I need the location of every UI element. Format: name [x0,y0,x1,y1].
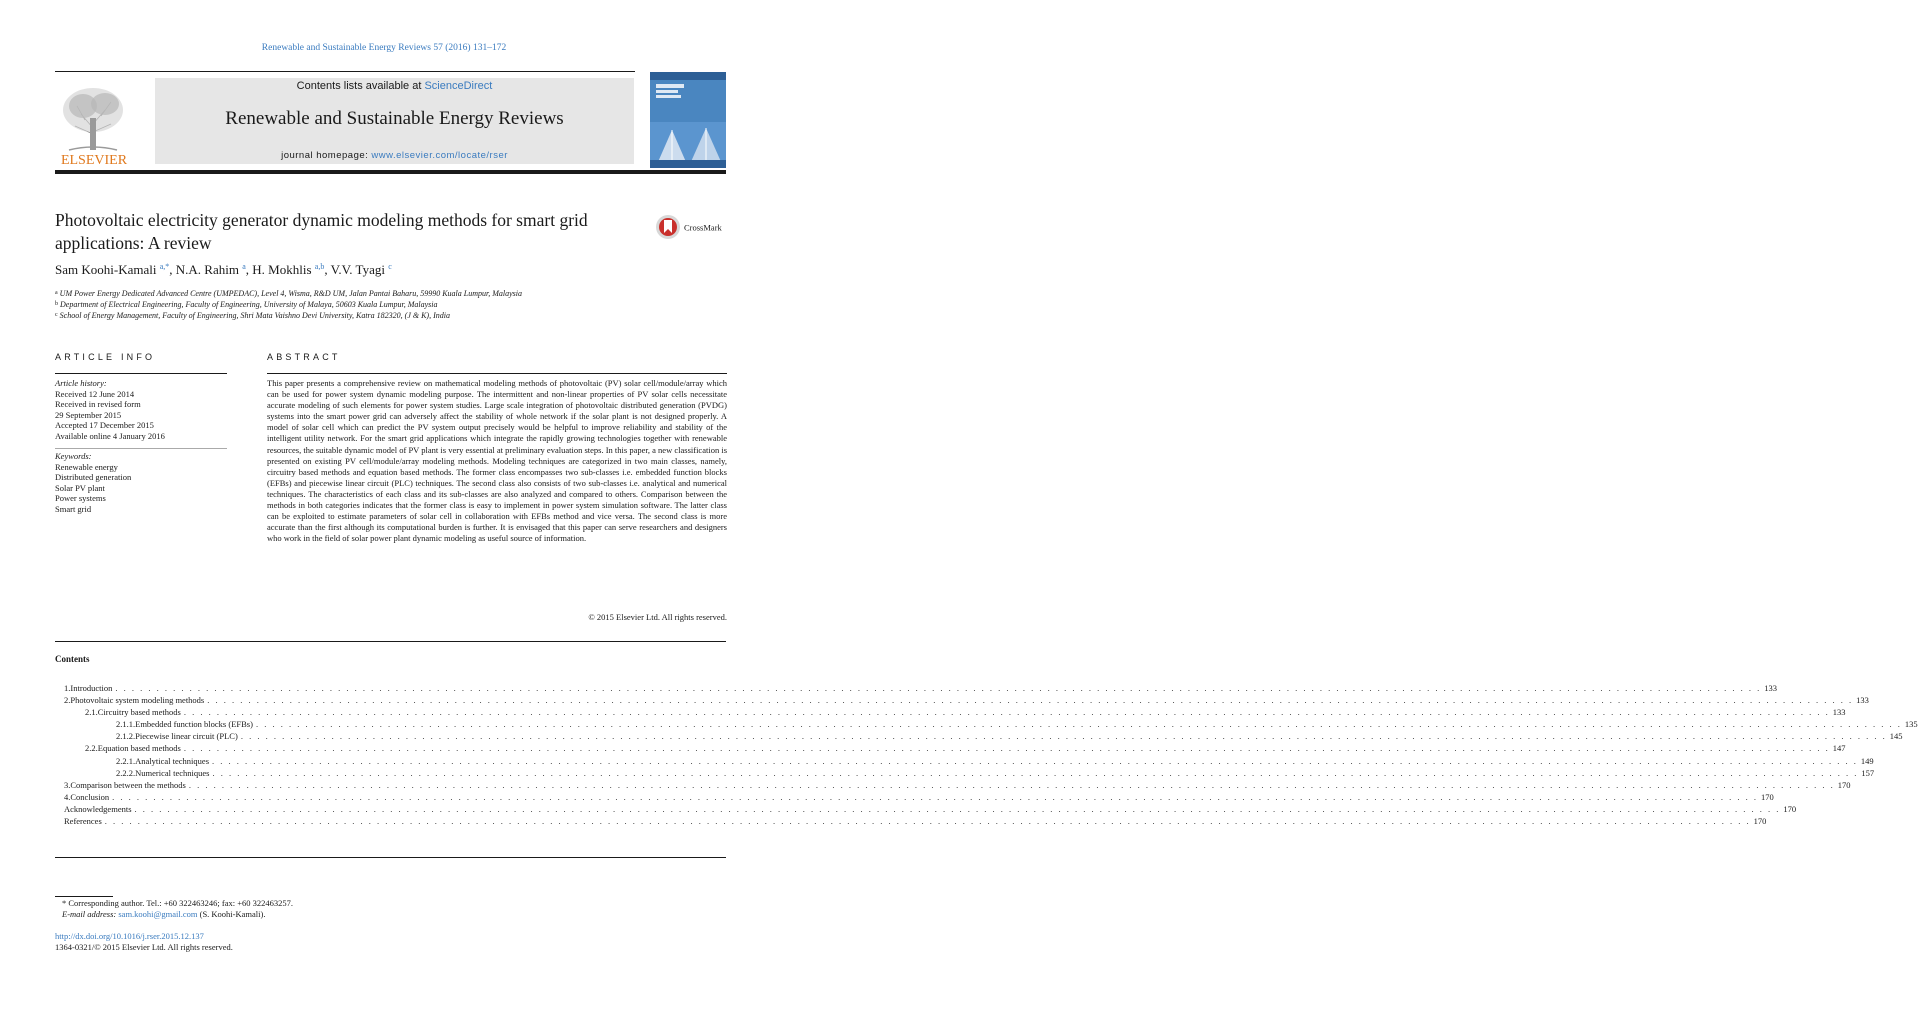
toc-entry[interactable] [64,707,1846,719]
toc-leader-dots: . . . . . . . . . . . . . . . . . . . . . . . . . . . . . . . . . . . . . . . . . . . . . . . . . . . . . . . . . . . . . . . . . . . . . . . . . . . . . . . . . . . . . . . . . . . . . . . . . . . . . . . . . . . . . . . . . . . . . . . . . . . . . . . . . . . . . . . . . . . . . . . . . . . . . . . . . . . . . . . . . . . . . . . . . . . . . . . . . . . . . . . . . . . . . . . . . . . . . . . . [207,695,1854,706]
toc-entry-page: 147 [1832,743,1846,754]
affiliation [55,288,725,299]
toc-entry-label[interactable]: Conclusion [70,791,110,802]
header-bottom-rule [55,170,726,174]
toc-entry-label[interactable]: Piecewise linear circuit (PLC) [135,731,238,742]
toc-leader-dots: . . . . . . . . . . . . . . . . . . . . . . . . . . . . . . . . . . . . . . . . . . . . . . . . . . . . . . . . . . . . . . . . . . . . . . . . . . . . . . . . . . . . . . . . . . . . . . . . . . . . . . . . . . . . . . . . . . . . . . . . . . . . . . . . . . . . . . . . . . . . . . . . . . . . . . . . . . . . . . . . . . . . . . . . . . . . . . . . . . . . . . . . . . . . . . . . . . . . . . . . [104,816,1751,827]
journal-cover-image [650,72,726,168]
keywords-rule [55,448,227,449]
email-link[interactable]: sam.koohi@gmail.com [118,909,198,919]
toc-entry-number: 2.1.2. [116,731,136,742]
doi-block [55,931,233,953]
email-suffix: (S. Koohi-Kamali). [197,909,266,919]
toc-leader-dots: . . . . . . . . . . . . . . . . . . . . . . . . . . . . . . . . . . . . . . . . . . . . . . . . . . . . . . . . . . . . . . . . . . . . . . . . . . . . . . . . . . . . . . . . . . . . . . . . . . . . . . . . . . . . . . . . . . . . . . . . . . . . . . . . . . . . . . . . . . . . . . . . . . . . . . . . . . . . . . . . . . . . . . . . . . . . . . . . . . . . . . . . . . . . . . . . . . . . . . . . [212,767,1859,778]
journal-homepage [155,150,634,161]
affiliation [55,299,725,310]
toc-entry-page: 170 [1753,816,1767,827]
toc-entry-number: 2.1.1. [116,719,136,730]
author-name: H. Mokhlis [252,262,312,277]
contents-bottom-rule [55,857,726,858]
toc-entry-page: 133 [1856,695,1869,706]
email-label: E-mail address: [62,909,119,919]
author-list: Sam Koohi-Kamali $^{a,*}$, N.A. Rahim $^a$, H. Mokhlis $^{a,b}$, V.V. Tyagi $^c$ [55,262,392,277]
toc-entry-page: 170 [1837,779,1851,790]
toc-entry[interactable] [64,791,1774,804]
toc-entry-number: 2.2.1. [116,755,136,766]
abstract-rule [267,373,727,374]
toc-entry[interactable] [64,767,1875,780]
affiliation-mark: c [55,312,58,318]
toc-leader-dots: . . . . . . . . . . . . . . . . . . . . . . . . . . . . . . . . . . . . . . . . . . . . . . . . . . . . . . . . . . . . . . . . . . . . . . . . . . . . . . . . . . . . . . . . . . . . . . . . . . . . . . . . . . . . . . . . . . . . . . . . . . . . . . . . . . . . . . . . . . . . . . . . . . . . . . . . . . . . . . . . . . . . . . . . . . . . . . . . . . . . . . . . . . . . . . . . . . . . . . . . [183,707,1830,718]
keyword: Power systems [55,493,106,504]
toc-entry[interactable] [64,719,1918,731]
toc-entry-page: 133 [1764,683,1778,693]
toc-entry-page: 157 [1861,767,1875,778]
toc-leader-dots: . . . . . . . . . . . . . . . . . . . . . . . . . . . . . . . . . . . . . . . . . . . . . . . . . . . . . . . . . . . . . . . . . . . . . . . . . . . . . . . . . . . . . . . . . . . . . . . . . . . . . . . . . . . . . . . . . . . . . . . . . . . . . . . . . . . . . . . . . . . . . . . . . . . . . . . . . . . . . . . . . . . . . . . . . . . . . . . . . . . . . . . . . . . . . . . . . . . . . . . . [112,791,1758,802]
toc-leader-dots: . . . . . . . . . . . . . . . . . . . . . . . . . . . . . . . . . . . . . . . . . . . . . . . . . . . . . . . . . . . . . . . . . . . . . . . . . . . . . . . . . . . . . . . . . . . . . . . . . . . . . . . . . . . . . . . . . . . . . . . . . . . . . . . . . . . . . . . . . . . . . . . . . . . . . . . . . . . . . . . . . . . . . . . . . . . . . . . . . . . . . . . . . . . . . . . . . . . . . . . . [115,683,1762,693]
affiliation-text: Department of Electrical Engineering, Faculty of Engineering, University of Malaya, 50603 Kuala Lumpur, Malaysia [60,300,438,309]
toc-entry[interactable] [64,816,1767,828]
toc-entry-number: 2.1. [85,707,98,718]
toc-entry[interactable] [64,683,1778,695]
contents-heading: Contents [55,654,90,664]
toc-entry[interactable] [64,755,1874,768]
abstract-text: This paper presents a comprehensive review on mathematical modeling methods of photovoltaic (PV) solar cell/module/array which can be used for power system dynamic modeling purpose. The intermittent and non-linear properties of PV solar cells necessitate accurate modeling of such elements for power system studies. Large scale integration of photovoltaic distributed generation (PVDG) systems into the smart power grid can adversely affect the stability of whole network if the solar plant is not designed properly. A model of solar cell which can predict the PV system output precisely would be helpful to improve reliability and stability of the intelligent utility network. For the smart grid applications which integrate the rapidly growing technologies together with renewable resources, the suitable dynamic model of PV plant is very essential at preliminary evaluation steps. In this paper, a new classification is presented on existing PV cell/module/array modeling methods. Modeling techniques are categorized in two main classes, namely, circuitry based methods and equation based methods. The former class encompasses two sub-classes i.e. embedded function blocks (EFBs) and piecewise linear circuit (PLC) techniques. The second class also consists of two sub-classes i.e. analytical and numerical techniques. The characteristics of each class and its sub-classes are also analyzed and compared to others. Comparison between the methods in both categories indicates that the former class is easy to implement in power system simulation software. The latter class can be exploited to estimate parameters of solar cell in collaboration with EFBs method and vice versa. The second class is more accurate than the first although its computational burden is further. It is envisaged that this paper can serve researchers and designers who work in the field of solar power plant dynamic modeling as useful source of information. [267,378,727,544]
keywords [55,451,227,515]
author-name: N.A. Rahim [175,262,239,277]
article-history [55,378,227,441]
toc-entry[interactable] [64,731,1903,743]
toc-entry-number: 2.2.2. [116,767,136,778]
keyword: Renewable energy [55,461,118,472]
article-title: Photovoltaic electricity generator dynamic modeling methods for smart grid applications: A review [55,210,588,253]
toc-entry-page: 133 [1832,707,1846,718]
sciencedirect-link[interactable]: ScienceDirect [424,80,493,92]
homepage-link[interactable]: www.elsevier.com/locate/rser [371,150,508,161]
author-affiliation-mark[interactable]: a,b [314,262,325,271]
history-entry: Available online 4 January 2016 [55,430,165,441]
toc-entry-page: 149 [1860,755,1874,766]
corresponding-author-note: * Corresponding author. Tel.: +60 322463246; fax: +60 322463257. [62,898,293,908]
author-affiliation-mark[interactable]: a,* [159,262,170,271]
toc-entry-number: 1. [64,683,71,693]
toc-entry-label[interactable]: Circuitry based methods [97,707,181,718]
toc-entry-label[interactable]: Comparison between the methods [70,779,186,790]
toc-entry[interactable] [64,695,1869,707]
history-entry: Accepted 17 December 2015 [55,420,154,430]
toc-entry-page: 135 [1904,719,1918,730]
footnote-rule [55,896,113,897]
contents-availability [155,80,634,92]
elsevier-wordmark: ELSEVIER [60,153,128,168]
toc-entry-number: 2.2. [85,743,98,754]
toc-entry[interactable] [64,743,1846,755]
crossmark-badge[interactable] [655,212,729,242]
history-entry: Received in revised form [55,399,141,409]
toc-entry-page: 170 [1760,791,1774,802]
toc-entry-label[interactable]: Embedded function blocks (EFBs) [135,719,253,730]
crossmark-label: CrossMark [684,222,722,233]
toc-entry-label[interactable]: Acknowledgements [64,803,132,814]
history-entry: Received 12 June 2014 [55,388,135,399]
author-affiliation-mark[interactable]: c [388,262,392,271]
toc-entry-number: 2. [64,695,71,706]
table-of-contents [64,683,1918,828]
abstract-heading: ABSTRACT [267,352,341,362]
contents-top-rule [55,641,726,642]
history-label: Article history: [55,378,107,388]
toc-entry-label[interactable]: Numerical techniques [135,767,210,778]
article-info-rule [55,373,227,374]
journal-title: Renewable and Sustainable Energy Reviews [225,108,564,129]
toc-entry-page: 145 [1889,731,1903,742]
toc-entry-label[interactable]: References [64,816,102,827]
toc-entry-number: 3. [64,779,71,790]
keyword: Distributed generation [55,472,132,483]
toc-entry-number: 4. [64,791,71,802]
toc-leader-dots: . . . . . . . . . . . . . . . . . . . . . . . . . . . . . . . . . . . . . . . . . . . . . . . . . . . . . . . . . . . . . . . . . . . . . . . . . . . . . . . . . . . . . . . . . . . . . . . . . . . . . . . . . . . . . . . . . . . . . . . . . . . . . . . . . . . . . . . . . . . . . . . . . . . . . . . . . . . . . . . . . . . . . . . . . . . . . . . . . . . . . . . . . . . . . . . . . . . . . . . . [188,779,1835,790]
toc-leader-dots: . . . . . . . . . . . . . . . . . . . . . . . . . . . . . . . . . . . . . . . . . . . . . . . . . . . . . . . . . . . . . . . . . . . . . . . . . . . . . . . . . . . . . . . . . . . . . . . . . . . . . . . . . . . . . . . . . . . . . . . . . . . . . . . . . . . . . . . . . . . . . . . . . . . . . . . . . . . . . . . . . . . . . . . . . . . . . . . . . . . . . . . . . . . . . . . . . . . . . . . . [134,803,1781,814]
contents-prefix: Contents lists available at [296,80,425,92]
article-info-heading: ARTICLE INFO [55,352,156,362]
toc-entry-label[interactable]: Photovoltaic system modeling methods [70,695,205,706]
history-entry: 29 September 2015 [55,409,122,420]
affiliation-text: UM Power Energy Dedicated Advanced Centre (UMPEDAC), Level 4, Wisma, R&D UM, Jalan Pantai Baharu, 59990 Kuala Lumpur, Malaysia [59,289,522,298]
elsevier-logo [55,78,133,166]
author-name: V.V. Tyagi [330,262,385,277]
affiliations [55,288,725,321]
toc-entry[interactable] [64,803,1797,816]
homepage-prefix: journal homepage: [281,150,372,161]
header-top-rule [55,71,635,72]
author-name: Sam Koohi-Kamali [55,262,157,277]
keywords-label: Keywords: [55,451,92,461]
author-affiliation-mark[interactable]: a [242,262,246,271]
toc-entry-label[interactable]: Equation based methods [97,743,181,754]
footnote [62,898,662,920]
toc-leader-dots: . . . . . . . . . . . . . . . . . . . . . . . . . . . . . . . . . . . . . . . . . . . . . . . . . . . . . . . . . . . . . . . . . . . . . . . . . . . . . . . . . . . . . . . . . . . . . . . . . . . . . . . . . . . . . . . . . . . . . . . . . . . . . . . . . . . . . . . . . . . . . . . . . . . . . . . . . . . . . . . . . . . . . . . . . . . . . . . . . . . . . . . . . . . . . . . . . . . . . . . . [183,743,1830,754]
abstract-copyright: © 2015 Elsevier Ltd. All rights reserved. [588,612,727,622]
keyword: Solar PV plant [55,482,105,493]
toc-leader-dots: . . . . . . . . . . . . . . . . . . . . . . . . . . . . . . . . . . . . . . . . . . . . . . . . . . . . . . . . . . . . . . . . . . . . . . . . . . . . . . . . . . . . . . . . . . . . . . . . . . . . . . . . . . . . . . . . . . . . . . . . . . . . . . . . . . . . . . . . . . . . . . . . . . . . . . . . . . . . . . . . . . . . . . . . . . . . . . . . . . . . . . . . . . . . . . . . . . . . . . . . [212,755,1858,766]
doi-link[interactable]: http://dx.doi.org/10.1016/j.rser.2015.12.137 [55,931,204,941]
toc-entry-label[interactable]: Introduction [70,683,113,693]
keyword: Smart grid [55,503,92,514]
journal-citation[interactable]: Renewable and Sustainable Energy Reviews 57 (2016) 131–172 [261,43,507,53]
toc-entry-page: 170 [1783,803,1797,814]
affiliation-mark: a [55,290,58,296]
toc-entry-label[interactable]: Analytical techniques [135,755,210,766]
affiliation-mark: b [55,301,58,307]
email-line [62,909,662,920]
toc-leader-dots: . . . . . . . . . . . . . . . . . . . . . . . . . . . . . . . . . . . . . . . . . . . . . . . . . . . . . . . . . . . . . . . . . . . . . . . . . . . . . . . . . . . . . . . . . . . . . . . . . . . . . . . . . . . . . . . . . . . . . . . . . . . . . . . . . . . . . . . . . . . . . . . . . . . . . . . . . . . . . . . . . . . . . . . . . . . . . . . . . . . . . . . . . . . . . . . . . . . . . . . . [255,719,1902,730]
affiliation [55,310,725,321]
toc-leader-dots: . . . . . . . . . . . . . . . . . . . . . . . . . . . . . . . . . . . . . . . . . . . . . . . . . . . . . . . . . . . . . . . . . . . . . . . . . . . . . . . . . . . . . . . . . . . . . . . . . . . . . . . . . . . . . . . . . . . . . . . . . . . . . . . . . . . . . . . . . . . . . . . . . . . . . . . . . . . . . . . . . . . . . . . . . . . . . . . . . . . . . . . . . . . . . . . . . . . . . . . . [240,731,1887,742]
issn-line: 1364-0321/© 2015 Elsevier Ltd. All rights reserved. [55,942,233,952]
toc-entry[interactable] [64,779,1851,792]
affiliation-text: School of Energy Management, Faculty of Engineering, Shri Mata Vaishno Devi University, Katra 182320, (J & K), India [59,311,450,320]
